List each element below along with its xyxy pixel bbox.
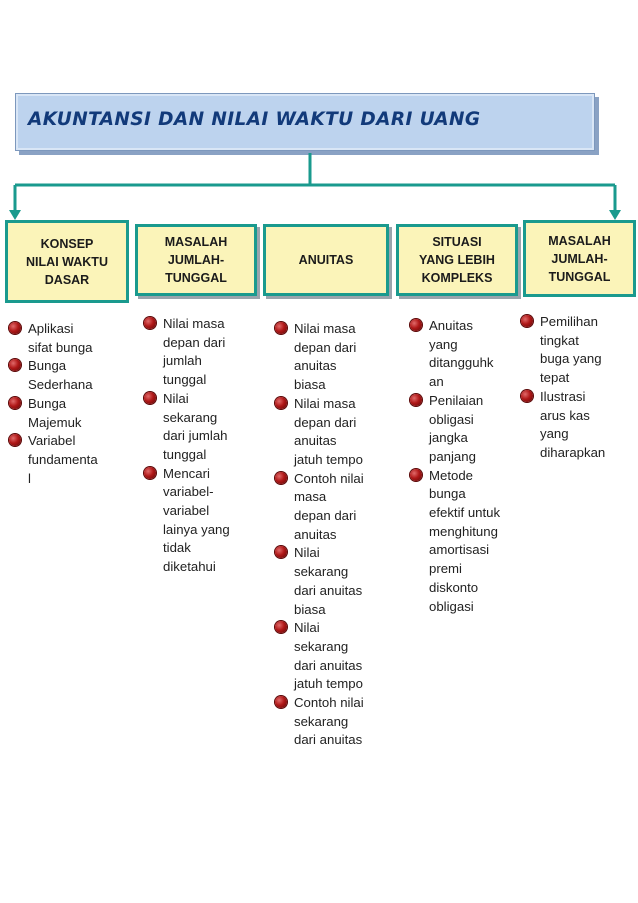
heading-line: MASALAH bbox=[164, 235, 228, 249]
list-item-line: depan dari bbox=[294, 508, 357, 524]
bullet-icon bbox=[144, 317, 156, 329]
bullet-icon bbox=[9, 322, 21, 334]
bullet-icon bbox=[410, 469, 422, 481]
list-item-line: yang bbox=[540, 426, 569, 442]
list-item-line: depan dari bbox=[294, 339, 357, 355]
list-item-line: dari anuitas bbox=[294, 732, 363, 748]
list-item-line: sekarang bbox=[294, 713, 349, 729]
list-item-line: Bunga bbox=[28, 358, 67, 374]
heading-box-konsep bbox=[5, 220, 129, 303]
list-item-line: an bbox=[429, 374, 444, 390]
list-item-line: sekarang bbox=[294, 564, 349, 580]
list-item-line: premi bbox=[429, 561, 462, 577]
heading-box-masalah-1 bbox=[135, 224, 257, 296]
list-item bbox=[294, 395, 394, 470]
list-item-line: depan dari bbox=[163, 334, 226, 350]
heading-box-situasi bbox=[396, 224, 518, 296]
list-item-line: tepat bbox=[540, 370, 570, 386]
bullet-icon bbox=[410, 394, 422, 406]
list-item-line: Mencari bbox=[163, 465, 210, 481]
list-item bbox=[294, 544, 394, 619]
list-item-line: tunggal bbox=[163, 446, 207, 462]
heading-line: YANG LEBIH bbox=[419, 253, 495, 267]
list-item-line: Aplikasi bbox=[28, 321, 74, 336]
list-item-line: ditangguhk bbox=[429, 355, 494, 371]
list-item-line: Nilai bbox=[163, 390, 189, 406]
heading-box-anuitas bbox=[263, 224, 389, 296]
list-item-line: panjang bbox=[429, 448, 476, 464]
list-item-line: amortisasi bbox=[429, 542, 490, 558]
list-item-line: Contoh nilai bbox=[294, 470, 364, 486]
bullet-icon bbox=[144, 467, 156, 479]
list-item-line: tingkat bbox=[540, 332, 579, 348]
list-item-line: Pemilihan bbox=[540, 314, 598, 329]
list-item-line: biasa bbox=[294, 377, 326, 393]
list-item-line: menghitung bbox=[429, 523, 498, 539]
list-item-line: jatuh tempo bbox=[294, 676, 363, 692]
list-item-line: Majemuk bbox=[28, 414, 82, 430]
list-item-line: Nilai masa bbox=[294, 395, 356, 411]
bullet-icon bbox=[275, 322, 287, 334]
heading-line: ANUITAS bbox=[298, 253, 354, 267]
heading-line: KONSEP bbox=[40, 236, 94, 251]
list-item bbox=[28, 395, 128, 432]
list-item-line: dari jumlah bbox=[163, 428, 228, 444]
list-item-line: tidak bbox=[163, 540, 191, 556]
list-item-line: variabel bbox=[163, 503, 210, 519]
list-item bbox=[294, 470, 394, 545]
list-item-line: dari anuitas bbox=[294, 657, 363, 673]
list-item-line: Nilai bbox=[294, 620, 320, 636]
column-list-masalah-1 bbox=[163, 315, 263, 577]
list-item-line: jumlah bbox=[163, 353, 202, 369]
list-item bbox=[28, 432, 128, 488]
list-item-line: efektif untuk bbox=[429, 505, 501, 521]
list-item bbox=[429, 467, 529, 617]
bullet-icon bbox=[9, 397, 21, 409]
list-item-line: Nilai masa bbox=[294, 321, 356, 336]
list-item-line: diskonto bbox=[429, 579, 479, 595]
list-item-line: Sederhana bbox=[28, 377, 93, 393]
list-item-line: variabel- bbox=[163, 484, 214, 500]
column-list-masalah-2 bbox=[540, 313, 636, 463]
list-item bbox=[163, 465, 263, 577]
list-item-line: Nilai bbox=[294, 545, 320, 561]
list-item-line: Ilustrasi bbox=[540, 388, 586, 404]
list-item-line: Bunga bbox=[28, 395, 67, 411]
list-item-line: Anuitas bbox=[429, 318, 473, 333]
bullet-icon bbox=[144, 392, 156, 404]
heading-line: SITUASI bbox=[432, 235, 482, 249]
bullet-icon bbox=[275, 696, 287, 708]
list-item-line: Variabel bbox=[28, 433, 76, 449]
list-item-line: sifat bunga bbox=[28, 339, 93, 355]
list-item-line: buga yang bbox=[540, 351, 602, 367]
list-item bbox=[540, 388, 636, 463]
list-item-line: Contoh nilai bbox=[294, 695, 364, 711]
column-list-situasi bbox=[429, 317, 529, 616]
heading-line: KOMPLEKS bbox=[421, 271, 493, 285]
bullet-icon bbox=[410, 319, 422, 331]
bullet-icon bbox=[521, 390, 533, 402]
list-item bbox=[28, 320, 128, 357]
diagram-title: AKUNTANSI DAN NILAI WAKTU DARI UANG bbox=[28, 109, 481, 130]
list-item-line: anuitas bbox=[294, 433, 337, 449]
column-list-anuitas bbox=[294, 320, 394, 750]
list-item-line: lainya yang bbox=[163, 521, 230, 537]
list-item bbox=[163, 315, 263, 390]
heading-line: DASAR bbox=[44, 272, 90, 287]
list-item-line: obligasi bbox=[429, 598, 474, 614]
list-item-line: anuitas bbox=[294, 358, 337, 374]
bullet-icon bbox=[521, 315, 533, 327]
list-item-line: depan dari bbox=[294, 414, 357, 430]
list-item-line: l bbox=[28, 470, 31, 486]
heading-box-masalah-2 bbox=[523, 220, 636, 297]
list-item-line: diketahui bbox=[163, 559, 216, 575]
list-item-line: masa bbox=[294, 489, 327, 505]
list-item-line: dari anuitas bbox=[294, 582, 363, 598]
heading-line: JUMLAH- bbox=[167, 253, 225, 267]
list-item bbox=[294, 619, 394, 694]
column-list-konsep bbox=[28, 320, 128, 488]
list-item-line: biasa bbox=[294, 601, 326, 617]
heading-line: TUNGGAL bbox=[548, 269, 611, 284]
list-item-line: sekarang bbox=[163, 409, 218, 425]
list-item bbox=[540, 313, 636, 388]
list-item-line: yang bbox=[429, 336, 458, 352]
list-item bbox=[294, 694, 394, 750]
list-item-line: Penilaian bbox=[429, 392, 484, 408]
list-item-line: diharapkan bbox=[540, 444, 606, 460]
list-item bbox=[163, 390, 263, 465]
left-arrow-head bbox=[9, 210, 21, 220]
list-item-line: obligasi bbox=[429, 411, 474, 427]
heading-line: NILAI WAKTU bbox=[26, 254, 108, 269]
list-item bbox=[429, 392, 529, 467]
list-item bbox=[28, 357, 128, 394]
list-item bbox=[294, 320, 394, 395]
heading-line: JUMLAH- bbox=[551, 251, 608, 266]
list-item-line: fundamenta bbox=[28, 451, 98, 467]
list-item-line: jangka bbox=[429, 430, 468, 446]
list-item bbox=[429, 317, 529, 392]
right-arrow-head bbox=[609, 210, 621, 220]
list-item-line: anuitas bbox=[294, 526, 337, 542]
list-item-line: Nilai masa bbox=[163, 316, 225, 331]
heading-line: MASALAH bbox=[548, 233, 611, 248]
list-item-line: Metode bbox=[429, 467, 473, 483]
heading-line: TUNGGAL bbox=[165, 271, 227, 285]
bullet-icon bbox=[275, 472, 287, 484]
list-item-line: bunga bbox=[429, 486, 466, 502]
list-item-line: arus kas bbox=[540, 407, 590, 423]
list-item-line: sekarang bbox=[294, 638, 349, 654]
bullet-icon bbox=[275, 397, 287, 409]
list-item-line: jatuh tempo bbox=[294, 451, 363, 467]
list-item-line: tunggal bbox=[163, 372, 207, 388]
